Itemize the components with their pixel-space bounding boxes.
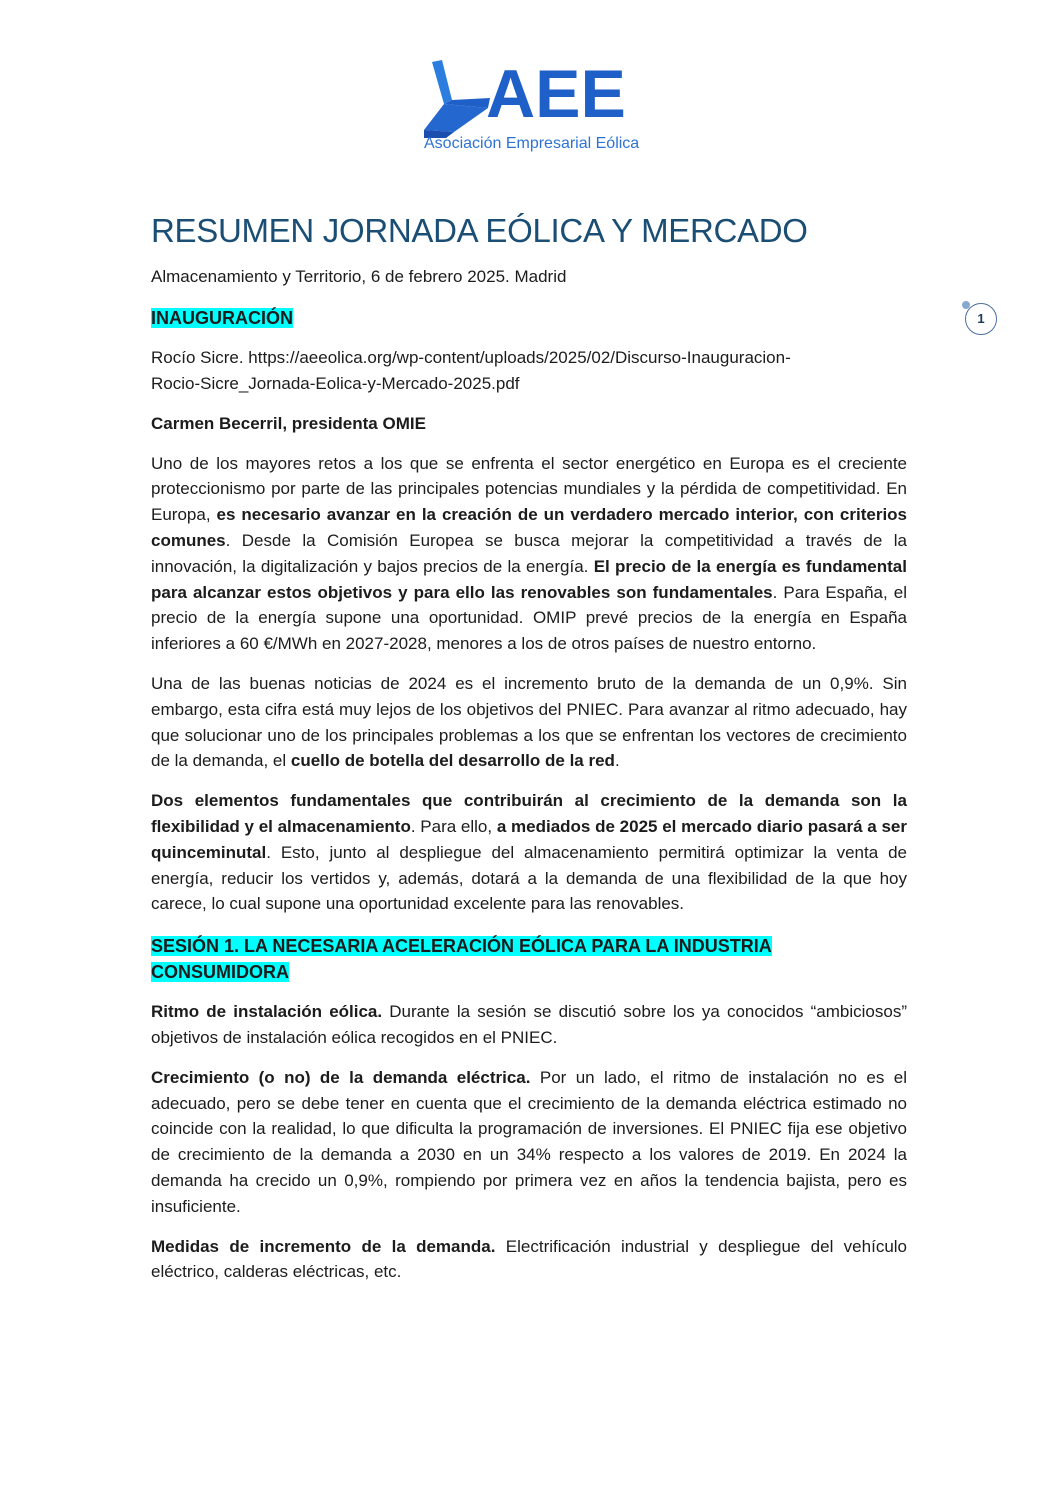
paragraph-demand-electric: Crecimiento (o no) de la demanda eléctrica. Por un lado, el ritmo de instalación no es el adecuado, pero se debe tener en cuenta que el crecimiento de la demanda eléctrica estimado no coincide con la realidad, lo que dificulta la programación de inversiones. El PNIEC fija ese objetivo de crecimiento de la demanda a 2030 en un 34% respecto a los valores de 2019. En 2024 la demanda ha crecido un 0,9%, rompiendo por primera vez en años la tendencia bajista, pero es insuficiente. [151,1067,907,1216]
aee-logo [424,56,640,156]
paragraph-installation-rate: Ritmo de instalación eólica. Durante la sesión se discutió sobre los ya conocidos “ambiciosos” objetivos de instalación eólica recogidos en el PNIEC. [151,1002,908,1047]
section-heading-inauguration: INAUGURACIÓN [151,308,293,328]
paragraph-demand-growth: Una de las buenas noticias de 2024 es el incremento bruto de la demanda de un 0,9%. Sin embargo, esta cifra está muy lejos de los objetivos del PNIEC. Para avanzar al ritmo adecuado, hay que solucionar uno de los principales problemas a los que se enfrentan los vectores de crecimiento de la demanda, el cuello de botella del desarrollo de la red. [151,673,907,771]
page-number: 1 [977,311,985,326]
speech-link-line1[interactable]: Rocío Sicre. https://aeeolica.org/wp-content/uploads/2025/02/Discurso-Inauguracion- [151,348,791,367]
speaker-name: Carmen Becerril, presidenta OMIE [151,413,426,433]
section-heading-session1: SESIÓN 1. LA NECESARIA ACELERACIÓN EÓLICA PARA LA INDUSTRIA CONSUMIDORA [151,936,772,983]
speech-link-line2[interactable]: Rocio-Sicre_Jornada-Eolica-y-Mercado-2025.pdf [151,373,520,393]
logo-full-name: Asociación Empresarial Eólica [424,135,640,152]
paragraph-demand-measures: Medidas de incremento de la demanda. Electrificación industrial y despliegue del vehículo eléctrico, calderas eléctricas, etc. [151,1236,907,1282]
document-body [151,205,907,1285]
wind-turbine-logo-icon [424,60,494,138]
page-title: RESUMEN JORNADA EÓLICA Y MERCADO [151,212,808,249]
badge-dot-icon [962,301,970,309]
paragraph-flexibility: Dos elementos fundamentales que contribuirán al crecimiento de la demanda son la flexibilidad y el almacenamiento. Para ello, a mediados de 2025 el mercado diario pasará a ser quinceminutal. Esto, junto al despliegue del almacenamiento permitirá optimizar la venta de energía, reducir los vertidos y, además, dotará a la demanda de una flexibilidad de la que hoy carece, lo cual supone una oportunidad excelente para las renovables. [151,791,907,914]
logo-acronym: AEE [486,56,626,132]
page-number-badge [965,303,997,335]
speech-link-paragraph[interactable] [151,345,907,397]
event-subtitle: Almacenamiento y Territorio, 6 de febrero 2025. Madrid [151,267,567,286]
paragraph-competitiveness: Uno de los mayores retos a los que se enfrenta el sector energético en Europa es el creciente proteccionismo por parte de las principales potencias mundiales y la pérdida de competitividad. En Europa, es necesario avanzar en la creación de un verdadero mercado interior, con criterios comunes. Desde la Comisión Europea se busca mejorar la competitividad a través de la innovación, la digitalización y bajos precios de la energía. El precio de la energía es fundamental para alcanzar estos objetivos y para ello las renovables son fundamentales. Para España, el precio de la energía supone una oportunidad. OMIP prevé precios de la energía en España inferiores a 60 €/MWh en 2027-2028, menores a los de otros países de nuestro entorno. [151,453,908,654]
